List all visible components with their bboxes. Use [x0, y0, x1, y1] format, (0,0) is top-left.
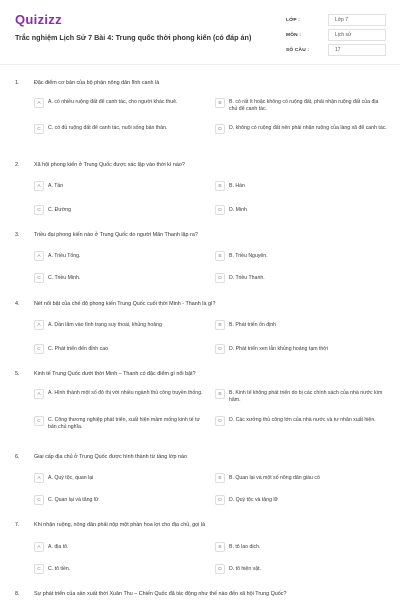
option-letter-box: A	[34, 389, 44, 399]
question-text: Khi nhận ruộng, nông dân phải nộp một phần hoa lợi cho địa chủ, gọi là	[34, 522, 206, 528]
option-text: B. Quan lại và một số nông dân giàu có	[229, 475, 320, 481]
worksheet-header	[0, 0, 400, 66]
option-letter-box: B	[215, 181, 225, 191]
option-a[interactable]	[34, 251, 206, 261]
option-text: D. Triều Thanh.	[229, 275, 265, 281]
option-text: A. Dần lâm vào tình trạng suy thoái, khủng hoảng	[48, 322, 162, 328]
question-number: 2.	[15, 162, 20, 168]
option-a[interactable]	[34, 181, 206, 191]
option-text: A. Hình thành một số đô thị với nhiều ngành thủ công truyền thống.	[48, 390, 203, 396]
option-d[interactable]	[215, 205, 387, 215]
option-b[interactable]	[215, 542, 387, 552]
question-text: Sự phát triển của sản xuất thời Xuân Thu – Chiến Quốc đã tác động như thế nào đến xã hội Trung Quốc?	[34, 591, 287, 597]
option-letter-box: A	[34, 181, 44, 191]
question-text: Xã hội phong kiến ở Trung Quốc được xác lập vào thời kì nào?	[34, 162, 185, 168]
meta-value-box: Lớp 7	[328, 14, 386, 26]
option-text: D. không có ruộng đất nên phải nhận ruộng của làng xã để canh tác.	[229, 125, 387, 131]
option-letter-box: B	[215, 251, 225, 261]
option-text: B. Phát triển ổn định	[229, 322, 277, 328]
option-text: B. Triều Nguyên.	[229, 253, 268, 259]
option-text: C. có đủ ruộng đất để canh tác, nuôi sống bản thân.	[48, 125, 168, 131]
option-text: C. Quan lại và tăng lữ	[48, 497, 99, 503]
question-text: Nét nổi bật của chế độ phong kiến Trung Quốc cuối thời Minh - Thanh là gì?	[34, 301, 216, 307]
question-number: 4.	[15, 301, 20, 307]
option-letter-box: C	[34, 205, 44, 215]
option-text: B. có rất ít hoặc không có ruộng đất, phải nhận ruộng đất của địa chủ để canh tác.	[229, 99, 379, 112]
question-text: Triều đại phong kiến nào ở Trung Quốc do người Mãn Thanh lập ra?	[34, 232, 198, 238]
question-text: Đặc điểm cơ bản của bộ phận nông dân lĩnh canh là	[34, 80, 160, 86]
option-text: C. Đường	[48, 207, 72, 213]
meta-value-box: 17	[328, 44, 386, 56]
option-text: C. tô tiền.	[48, 566, 71, 572]
option-letter-box: D	[215, 273, 225, 283]
meta-label: LỚP :	[286, 17, 301, 23]
option-letter-box: D	[215, 495, 225, 505]
option-a[interactable]	[34, 542, 206, 552]
option-letter-box: C	[34, 273, 44, 283]
option-letter-box: C	[34, 564, 44, 574]
option-letter-box: A	[34, 473, 44, 483]
option-text: C. Công thương nghiệp phát triển, xuất hiện mầm mống kinh tế tư bản chủ nghĩa.	[48, 417, 200, 430]
option-letter-box: D	[215, 416, 225, 426]
option-b[interactable]	[215, 98, 387, 113]
option-d[interactable]	[215, 495, 387, 505]
question-text: Kinh tế Trung Quốc dưới thời Minh – Thanh có đặc điểm gì nổi bật?	[34, 371, 196, 377]
option-c[interactable]	[34, 205, 206, 215]
question-number: 1.	[15, 80, 20, 86]
option-letter-box: B	[215, 320, 225, 330]
option-letter-box: B	[215, 473, 225, 483]
option-letter-box: C	[34, 344, 44, 354]
option-letter-box: A	[34, 98, 44, 108]
option-letter-box: D	[215, 344, 225, 354]
meta-label: SỐ CÂU :	[286, 47, 310, 53]
page-title: Trắc nghiệm Lịch Sử 7 Bài 4: Trung quốc thời phong kiến (có đáp án)	[15, 33, 252, 42]
question-number: 7.	[15, 522, 20, 528]
meta-grade	[286, 14, 386, 26]
option-c[interactable]	[34, 344, 206, 354]
question-number: 8.	[15, 591, 20, 597]
option-text: C. Triều Minh.	[48, 275, 81, 281]
question-text: Giai cấp địa chủ ở Trung Quốc được hình thành từ tầng lớp nào	[34, 454, 187, 460]
option-text: D. Minh	[229, 207, 247, 213]
option-letter-box: A	[34, 251, 44, 261]
option-a[interactable]	[34, 389, 206, 399]
question-number: 6.	[15, 454, 20, 460]
option-text: A. Quý tộc, quan lại	[48, 475, 94, 481]
option-b[interactable]	[215, 473, 387, 483]
option-b[interactable]	[215, 181, 387, 191]
option-d[interactable]	[215, 273, 387, 283]
option-c[interactable]	[34, 564, 206, 574]
option-a[interactable]	[34, 320, 206, 330]
option-text: B. tô lao dịch.	[229, 544, 261, 550]
meta-label: MÔN :	[286, 32, 302, 38]
option-text: D. Phát triển xen lẫn khủng hoảng tạm thời	[229, 346, 328, 352]
meta-subject	[286, 29, 386, 41]
option-text: D. Các xưởng thủ công lớn của nhà nước và tư nhân xuất hiện.	[229, 417, 376, 423]
option-letter-box: B	[215, 389, 225, 399]
option-letter-box: D	[215, 564, 225, 574]
option-letter-box: B	[215, 542, 225, 552]
option-c[interactable]	[34, 416, 206, 431]
option-c[interactable]	[34, 495, 206, 505]
option-text: C. Phát triển đến đỉnh cao	[48, 346, 108, 352]
option-letter-box: A	[34, 542, 44, 552]
option-letter-box: D	[215, 205, 225, 215]
meta-question-count	[286, 44, 386, 56]
option-text: D. Quý tộc và tăng lữ	[229, 497, 279, 503]
option-d[interactable]	[215, 564, 387, 574]
option-letter-box: D	[215, 124, 225, 134]
option-c[interactable]	[34, 273, 206, 283]
option-text: B. Kinh tế không phát triển do bị các chính sách của nhà nước kìm hãm.	[229, 390, 383, 403]
option-a[interactable]	[34, 98, 206, 108]
option-letter-box: C	[34, 416, 44, 426]
question-number: 3.	[15, 232, 20, 238]
question-number: 5.	[15, 371, 20, 377]
option-letter-box: C	[34, 495, 44, 505]
option-text: A. địa tô.	[48, 544, 69, 550]
quizizz-logo[interactable]: Quizizz	[15, 12, 62, 27]
option-b[interactable]	[215, 389, 387, 404]
option-letter-box: A	[34, 320, 44, 330]
option-text: A. có nhiều ruộng đất để canh tác, cho người khác thuê.	[48, 99, 178, 105]
option-text: B. Hán	[229, 183, 245, 189]
option-a[interactable]	[34, 473, 206, 483]
option-d[interactable]	[215, 416, 387, 426]
option-text: D. tô hiện vật.	[229, 566, 262, 572]
option-letter-box: B	[215, 98, 225, 108]
option-b[interactable]	[215, 251, 387, 261]
option-b[interactable]	[215, 320, 387, 330]
option-d[interactable]	[215, 124, 387, 134]
option-text: A. Tần	[48, 183, 64, 189]
option-c[interactable]	[34, 124, 206, 134]
header-divider	[0, 64, 400, 65]
option-text: A. Triều Tống.	[48, 253, 81, 259]
meta-value-box: Lịch sử	[328, 29, 386, 41]
option-letter-box: C	[34, 124, 44, 134]
option-d[interactable]	[215, 344, 387, 354]
